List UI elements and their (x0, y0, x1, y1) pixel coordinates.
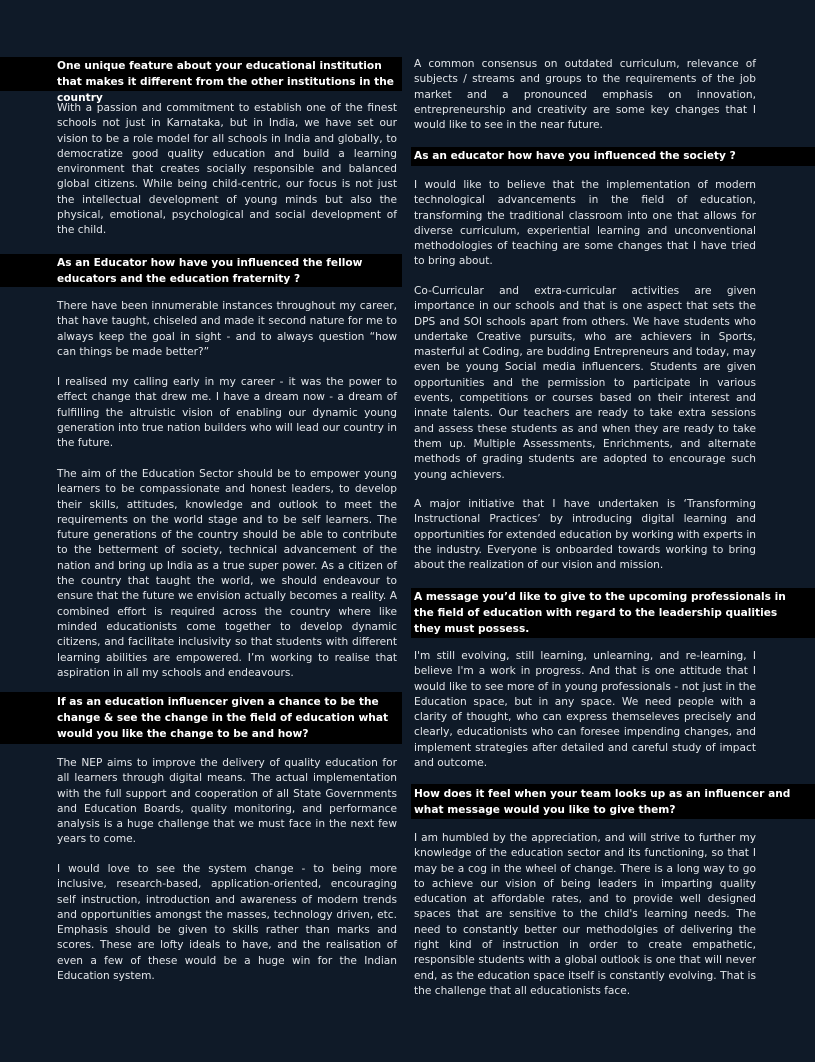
answer-paragraph: I would love to see the system change - to being more inclusive, research-based, application-oriented, encouraging self instruction, introduction and awareness of modern trends and opportunities amongst the masses, technology driven, etc. Emphasis should be given to skills rather than marks and scores. These are lofty ideals to have, and the realisation of even a few of these would be a huge win for the Indian Education system. (57, 863, 397, 983)
answer-paragraph: I realised my calling early in my career - it was the power to effect change that drew me. I have a dream now - a dream of fulfilling the altruistic vision of enabling our dynamic young generation into true nation builders who will lead our country in the future. (57, 376, 397, 450)
answer-paragraph: A major initiative that I have undertaken is ‘Transforming Instructional Practices’ by introducing digital learning and opportunities for extended education by working with experts in the industry. Everyone is onboarded towards working to bring about the realization of our vision and mission. (414, 498, 756, 572)
answer-paragraph: There have been innumerable instances throughout my career, that have taught, chiseled and made it second nature for me to always keep the goal in sight - and to always question “how can things be made better?” (57, 300, 397, 358)
question-heading (0, 57, 402, 104)
answer-paragraph: Co-Curricular and extra-curricular activities are given importance in our schools and that is one aspect that sets the DPS and SOI schools apart from others. We have students who undertake Creative pursuits, who are achievers in Sports, masterful at Coding, are budding Entrepreneurs and today, may even be young Social media influencers. Students are given opportunities and the permission to participate in various events, competitions or courses based on their interest and innate talents. Our teachers are ready to take extra sessions and assess these students as and when they are ready to take them up. Multiple Assessments, Enrichments, and alternate methods of grading students are adopted to encourage such young achievers. (414, 285, 756, 481)
answer-paragraph: With a passion and commitment to establish one of the finest schools not just in Karnataka, but in India, we have set our vision to be a role model for all schools in India and globally, to democratize good quality education and build a learning environment that creates socially responsible and balanced global citizens. While being child-centric, our focus is not just the intellectual development of young minds but also the physical, emotional, psychological and social development of the child. (57, 102, 397, 237)
answer-paragraph: I am humbled by the appreciation, and will strive to further my knowledge of the education sector and its functioning, so that I may be a cog in the wheel of change. There is a long way to go to achieve our vision of being leaders in imparting quality education at affordable rates, and to provide well designed spaces that are sensitive to the child's learning needs. The need to constantly better our methodolgies of delivering the right kind of instruction in order to create empathetic, responsible students with a global outlook is one that will never end, as the education space itself is constantly evolving. That is the challenge that all educationists face. (414, 832, 756, 997)
answer-paragraph: The NEP aims to improve the delivery of quality education for all learners through digital means. The actual implementation with the full support and cooperation of all State Governments and Education Boards, quality monitoring, and performance analysis is a huge challenge that we must face in the next few years to come. (57, 757, 397, 846)
answer-paragraph: The aim of the Education Sector should be to empower young learners to be compassionate and honest leaders, to develop their skills, attitudes, knowledge and outlook to meet the requirements on the world stage and to be self learners. The future generations of the country should be able to contribute to the betterment of society, technical advancement of the nation and bring up India as a true super power. As a citizen of the country that taught the world, we should endeavour to ensure that the future we envision actually becomes a reality. A combined effort is required across the country where like minded educationists come together to develop dynamic citizens, and facilitate inclusivity so that students with different learning abilities are empowered. I’m working to realise that aspiration in all my schools and endeavours. (57, 468, 397, 679)
question-text: A message you’d like to give to the upcoming professionals in the field of education with regard to the leadership qualities they must possess. (414, 591, 786, 635)
question-text: As an educator how have you influenced the society ? (414, 150, 736, 162)
question-heading (0, 692, 402, 744)
answer-paragraph: A common consensus on outdated curriculum, relevance of subjects / streams and groups to the requirements of the job market and a pronounced emphasis on innovation, entrepreneurship and creativity are some key changes that I would like to see in the near future. (414, 58, 756, 132)
question-text: As an Educator how have you influenced the fellow educators and the education fraternity ? (57, 257, 363, 285)
question-heading (0, 254, 402, 287)
question-text: How does it feel when your team looks up as an influencer and what message would you like to give them? (414, 788, 791, 816)
question-text: If as an education influencer given a chance to be the change & see the change in the field of education what would you like the change to be and how? (57, 696, 389, 740)
answer-paragraph: I'm still evolving, still learning, unlearning, and re-learning, I believe I'm a work in progress. And that is one attitude that I would like to see more of in young professionals - not just in the Education space, but in any space. We need people with a clarity of thought, who can express themseleves precisely and clearly, educationists who can foresee impending changes, and implement strategies after detailed and careful study of impact and outcome. (414, 650, 756, 770)
question-heading (411, 784, 815, 819)
answer-paragraph: I would like to believe that the implementation of modern technological advancements in the field of education, transforming the traditional classroom into one that allows for diverse curriculum, experiential learning and unconventional methodologies of teaching are some changes that I have tried to bring about. (414, 179, 756, 268)
question-text: One unique feature about your educational institution that makes it different from the other institutions in the country (57, 60, 394, 104)
question-heading (411, 588, 815, 638)
question-heading (411, 147, 815, 166)
